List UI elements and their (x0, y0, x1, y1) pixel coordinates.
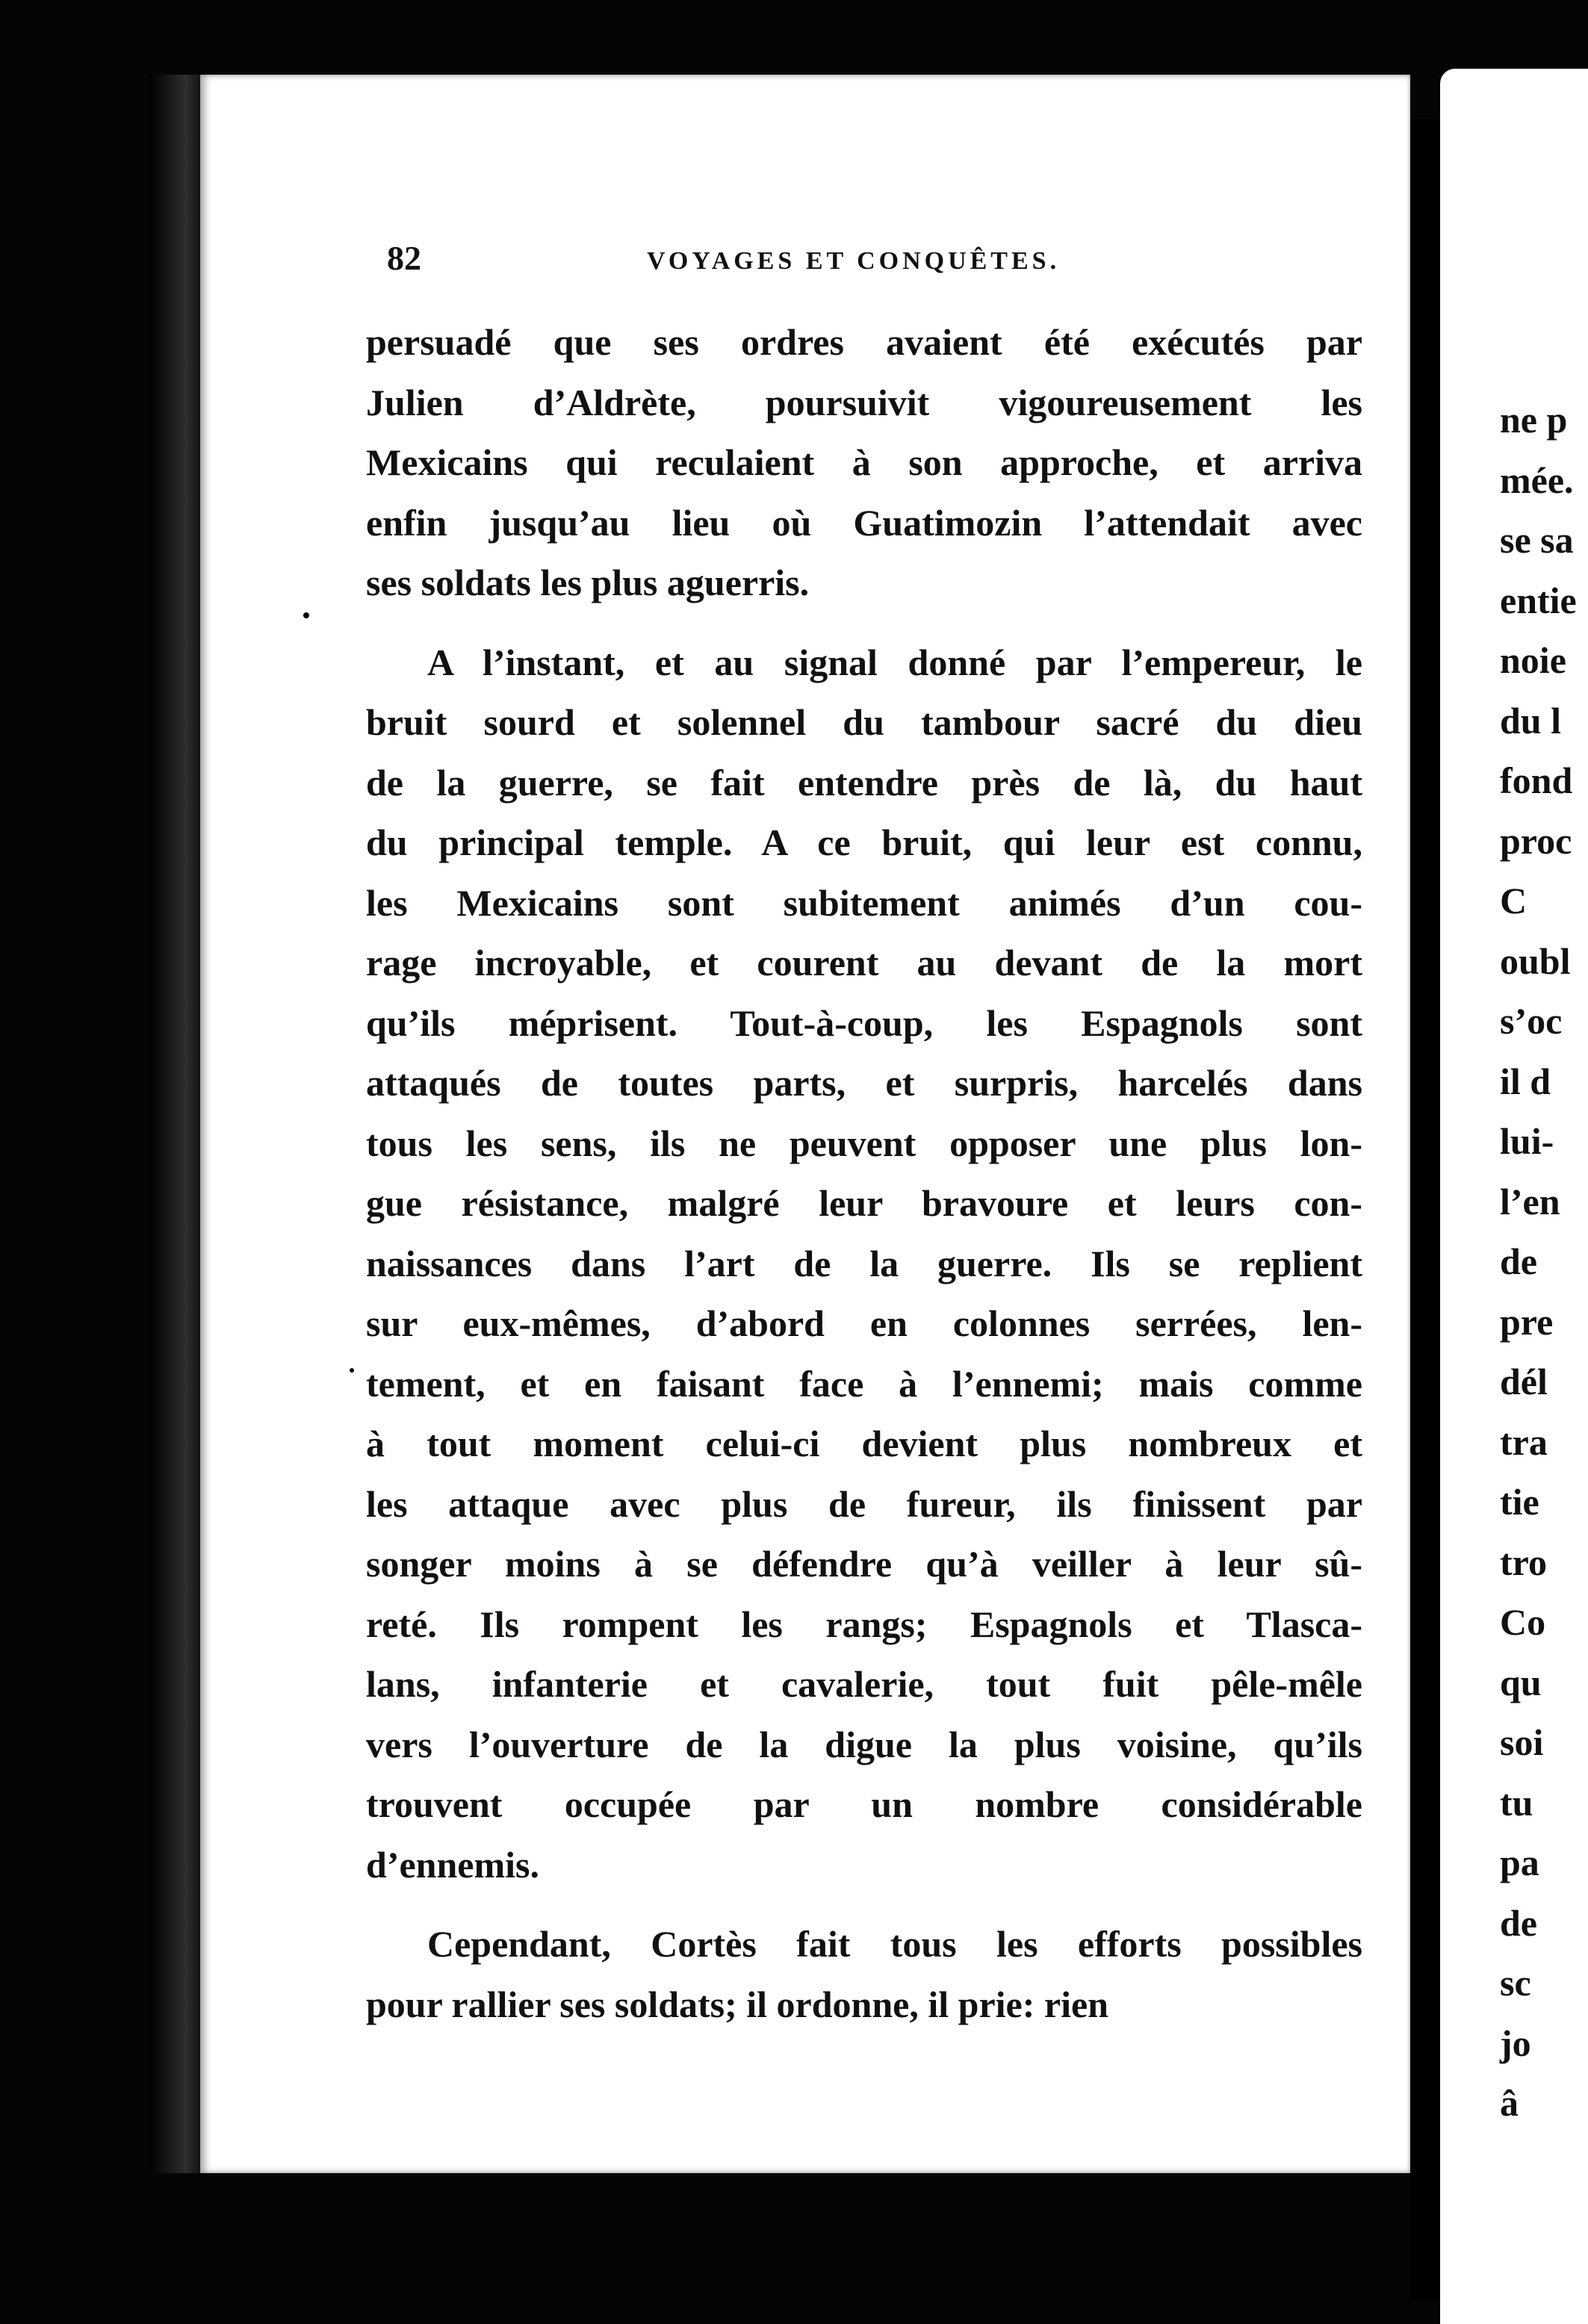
next-page-fragment: soi (1500, 1721, 1544, 1763)
paragraph-gap (366, 1895, 1362, 1914)
text-line: tement, et en faisant face à l’ennemi; mais comme (366, 1362, 1362, 1405)
next-page-fragment: C (1500, 880, 1527, 922)
text-line: Cependant, Cortès fait tous les efforts possibles (427, 1923, 1362, 1965)
text-line: reté. Ils rompent les rangs; Espagnols et Tlasca- (366, 1603, 1362, 1645)
text-line: du principal temple. A ce bruit, qui leur est connu, (366, 821, 1362, 863)
next-page-fragment: qu (1500, 1661, 1542, 1703)
text-line: vers l’ouverture de la digue la plus voisine, qu’ils (366, 1723, 1362, 1765)
next-page-fragment: tu (1500, 1781, 1533, 1824)
next-page-fragment: â (1500, 2082, 1519, 2124)
text-line: attaqués de toutes parts, et surpris, harcelés dans (366, 1062, 1362, 1104)
next-page-fragment: l’en (1500, 1180, 1560, 1222)
text-line: gue résistance, malgré leur bravoure et leurs con- (366, 1182, 1362, 1224)
next-page-fragment: ne p (1500, 399, 1568, 441)
paragraph-gap (366, 613, 1362, 633)
next-page-fragment: proc (1500, 819, 1572, 862)
text-line: lans, infanterie et cavalerie, tout fuit pêle-mêle (366, 1663, 1362, 1705)
text-line: d’ennemis. (366, 1843, 539, 1886)
next-page-fragment: jo (1500, 2022, 1531, 2064)
text-line: naissances dans l’art de la guerre. Ils se replient (366, 1242, 1362, 1284)
book-binding-shadow (149, 75, 202, 2173)
text-line: Mexicains qui reculaient à son approche, et arriva (366, 441, 1362, 483)
text-line: tous les sens, ils ne peuvent opposer une plus lon- (366, 1122, 1362, 1164)
text-line: persuadé que ses ordres avaient été exécutés par (366, 321, 1362, 363)
body-text (366, 312, 1362, 2034)
text-line: ses soldats les plus aguerris. (366, 562, 810, 603)
text-line: bruit sourd et solennel du tambour sacré du dieu (366, 701, 1362, 743)
text-line: de la guerre, se fait entendre près de là, du haut (366, 761, 1362, 804)
next-page-fragment: tro (1500, 1541, 1547, 1583)
next-page-fragment: oubl (1500, 939, 1571, 982)
next-page-text-fragments (1500, 390, 1577, 2134)
next-page-fragment: entie (1500, 579, 1577, 621)
next-page-fragment: pa (1500, 1842, 1539, 1883)
next-page-fragment: tie (1500, 1481, 1539, 1523)
next-page-fragment: noie (1500, 639, 1566, 681)
next-page-fragment: Co (1500, 1601, 1546, 1643)
next-page-fragment: sc (1500, 1962, 1531, 2004)
text-line: les Mexicains sont subitement animés d’un cou- (366, 881, 1362, 924)
page-gutter (1410, 119, 1440, 2300)
running-title: VOYAGES ET CONQUÊTES. (647, 247, 1061, 275)
next-page-fragment: se sa (1500, 519, 1574, 561)
next-page-fragment: il d (1500, 1060, 1551, 1102)
text-line: qu’ils méprisent. Tout-à-coup, les Espagnols sont (366, 1001, 1362, 1044)
text-line: Julien d’Aldrète, poursuivit vigoureusement les (366, 381, 1362, 423)
text-line: sur eux-mêmes, d’abord en colonnes serrées, len- (366, 1302, 1362, 1344)
print-speck (303, 612, 309, 618)
text-line: A l’instant, et au signal donné par l’empereur, le (427, 641, 1362, 683)
print-speck (350, 1368, 354, 1373)
next-page-fragment: du l (1500, 699, 1562, 742)
text-line: les attaque avec plus de fureur, ils finissent par (366, 1482, 1362, 1525)
text-line: songer moins à se défendre qu’à veiller à leur sû- (366, 1543, 1362, 1585)
next-page-fragment: de (1500, 1901, 1537, 1944)
next-page-fragment: dél (1500, 1361, 1548, 1402)
next-page-fragment: mée. (1500, 459, 1574, 501)
next-page-fragment: s’oc (1500, 1000, 1563, 1042)
next-page-fragment: fond (1500, 759, 1573, 801)
text-line: rage incroyable, et courent au devant de la mort (366, 942, 1362, 984)
page-number: 82 (387, 239, 421, 277)
text-line: trouvent occupée par un nombre considérable (366, 1783, 1362, 1825)
book-page-right-partial (1440, 69, 1588, 2324)
next-page-fragment: pre (1500, 1300, 1554, 1343)
next-page-fragment: de (1500, 1240, 1537, 1282)
text-line: enfin jusqu’au lieu où Guatimozin l’attendait avec (366, 501, 1362, 544)
next-page-fragment: tra (1500, 1420, 1548, 1463)
text-line: pour rallier ses soldats; il ordonne, il prie: rien (366, 1983, 1108, 2025)
next-page-fragment: lui- (1500, 1120, 1554, 1162)
page-header (387, 237, 1373, 282)
text-line: à tout moment celui-ci devient plus nombreux et (366, 1423, 1362, 1464)
